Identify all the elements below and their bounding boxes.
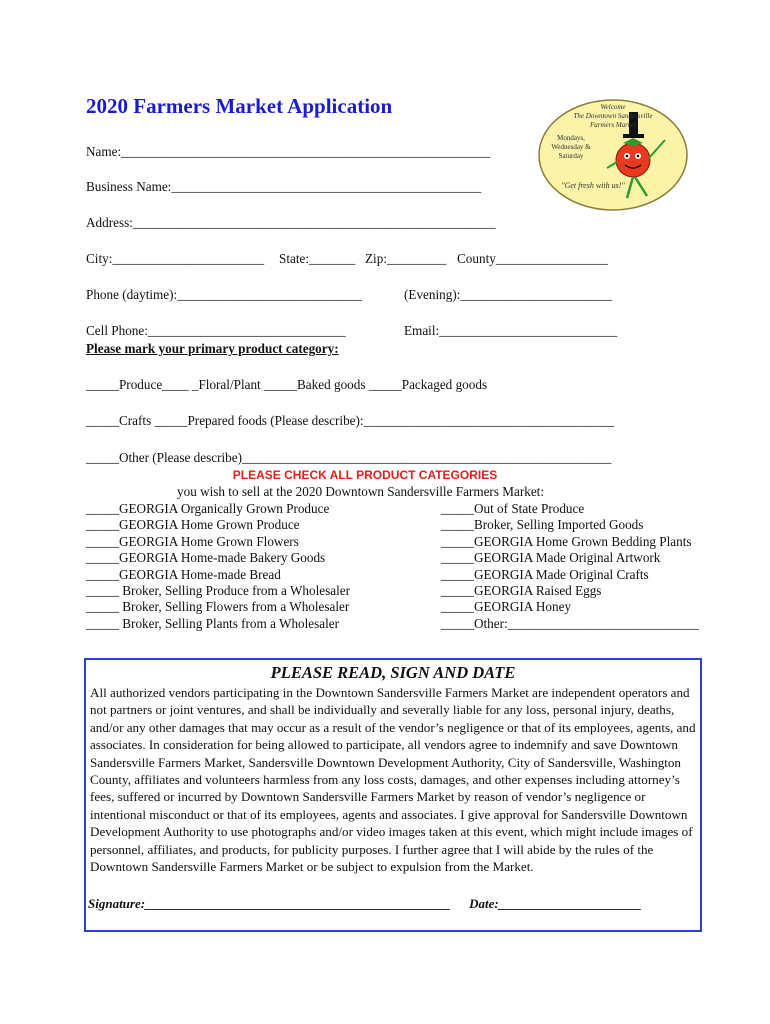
category-item[interactable]: _____GEORGIA Made Original Crafts <box>441 566 649 582</box>
address-field[interactable]: Address:_______________________________________________________ <box>86 215 496 230</box>
category-item[interactable]: _____ Broker, Selling Produce from a Wholesaler <box>86 583 351 599</box>
category-item[interactable]: _____GEORGIA Raised Eggs <box>441 583 602 599</box>
agreement-body: All authorized vendors participating in the Downtown Sandersville Farmers Market are independent operators and not partners or joint ventures, and shall be individually and severally liable for any loss, personal injury, deaths, and/or any other damages that may occur as a result of the vendor’s negligence or that of its employees, agents, and associates. In consideration for being allowed to participate, all vendors agree to indemnify and save Downtown Sandersville Farmers Market, Sandersville Downtown Development Authority, City of Sandersville, Washington County, affiliates and volunteers harmless from any loss costs, damages, and other expenses including attorney’s fees, suffered or incurred by Downtown Sandersville Farmers Market by reason of vendor’s negligence or intentional misconduct or that of its employees, agents and associates. I give approval for Sandersville Downtown Development Authority to use photographs and/or video images taken at this event, which might include images of personnel, affiliates, and products, for publicity purposes. I further agree that I will abide by the rules of the Downtown Sandersville Farmers Market or be subject to expulsion from the Market. <box>90 685 696 875</box>
phone-daytime-field[interactable]: Phone (daytime):____________________________ <box>86 287 362 302</box>
primary-category-row-3[interactable]: _____Other (Please describe)________________________________________________________ <box>86 450 612 465</box>
category-item[interactable]: _____Other:_____________________________ <box>441 615 699 631</box>
signature-line[interactable] <box>88 896 642 912</box>
date-field[interactable]: Date:______________________ <box>469 896 642 911</box>
county-field[interactable]: County_________________ <box>457 251 608 266</box>
category-item[interactable]: _____GEORGIA Home Grown Bedding Plants <box>441 533 692 549</box>
primary-category-header: Please mark your primary product category: <box>86 341 339 356</box>
zip-field[interactable]: Zip:_________ <box>365 251 447 266</box>
category-item[interactable]: _____GEORGIA Honey <box>441 599 572 615</box>
category-item[interactable]: _____Broker, Selling Imported Goods <box>441 517 644 533</box>
category-item[interactable]: _____GEORGIA Organically Grown Produce <box>86 501 330 516</box>
city-field[interactable]: City:_______________________ <box>86 251 265 266</box>
left-category-list <box>86 501 350 632</box>
page-title: 2020 Farmers Market Application <box>86 94 393 118</box>
category-item[interactable]: _____GEORGIA Home Grown Flowers <box>86 533 299 549</box>
business-name-field[interactable]: Business Name:_______________________________________________ <box>86 179 482 194</box>
market-logo <box>537 98 689 212</box>
phone-evening-field[interactable]: (Evening):_______________________ <box>404 287 613 302</box>
logo-days1: Mondays, <box>557 134 585 142</box>
logo-days2: Wednesday & <box>551 143 591 151</box>
category-item[interactable]: _____Out of State Produce <box>441 501 585 516</box>
category-item[interactable]: _____GEORGIA Home-made Bakery Goods <box>86 550 326 566</box>
right-category-list <box>441 501 699 632</box>
primary-category-row-1[interactable]: _____Produce____ _Floral/Plant _____Baked goods _____Packaged goods <box>86 377 488 392</box>
signature-field[interactable]: Signature:_______________________________________________ <box>88 896 451 911</box>
cell-phone-field[interactable]: Cell Phone:______________________________ <box>86 323 346 338</box>
category-item[interactable]: _____GEORGIA Home Grown Produce <box>86 517 300 533</box>
logo-days3: Saturday <box>558 152 584 160</box>
name-field[interactable]: Name:________________________________________________________ <box>86 144 491 159</box>
check-all-heading: PLEASE CHECK ALL PRODUCT CATEGORIES <box>232 468 498 482</box>
check-all-subheading: you wish to sell at the 2020 Downtown Sandersville Farmers Market: <box>177 484 544 499</box>
agreement-title: PLEASE READ, SIGN AND DATE <box>270 663 516 682</box>
category-item[interactable]: _____ Broker, Selling Plants from a Wholesaler <box>86 615 340 631</box>
logo-line2: The Downtown Sandersville <box>573 112 653 120</box>
primary-category-row-2[interactable]: _____Crafts _____Prepared foods (Please describe):______________________________________ <box>86 413 615 428</box>
agreement-box <box>84 658 702 932</box>
category-item[interactable]: _____ Broker, Selling Flowers from a Wholesaler <box>86 599 350 615</box>
logo-slogan: "Get fresh with us!" <box>561 181 625 190</box>
email-field[interactable]: Email:___________________________ <box>404 323 618 338</box>
state-field[interactable]: State:_______ <box>279 251 356 266</box>
category-item[interactable]: _____GEORGIA Home-made Bread <box>86 566 281 582</box>
logo-line3: Farmers Market <box>589 121 637 129</box>
category-item[interactable]: _____GEORGIA Made Original Artwork <box>441 550 661 566</box>
logo-line1: Welcome <box>600 103 626 111</box>
